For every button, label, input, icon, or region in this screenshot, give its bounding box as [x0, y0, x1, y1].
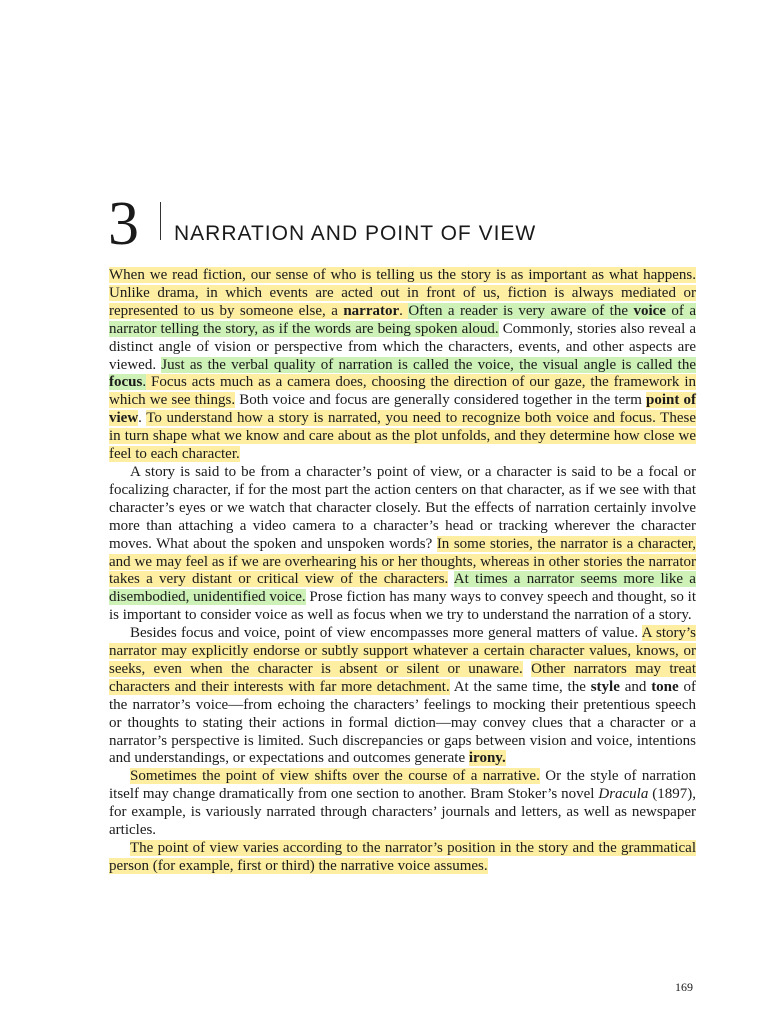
highlighted-text: Sometimes the point of view shifts over the course of a narrative.: [130, 768, 540, 785]
paragraph: [109, 768, 696, 840]
text-run: Prose fiction has many ways to convey speech and thought, so it is important to consider voice as well as focus when we try to understand the narration of a story.: [109, 589, 696, 624]
highlighted-text: The point of view varies according to the narrator’s position in the story and the grammatical person (for example, first or third) the narrative voice assumes.: [109, 840, 696, 874]
highlighted-text: To understand how a story is narrated, you need to recognize both voice and focus. These in turn shape what we know and care about as the plot unfolds, and they determine how close we feel to each character.: [109, 410, 696, 463]
page-number: 169: [675, 980, 693, 994]
text-run: of the narrator’s voice—from echoing the characters’ feelings to mocking their pretentious speech or thoughts to stating their actions in formal diction—may convey clues that a character or a narrator’s perspective is limited. Such discrepancies or gaps between vision and voice, intentions and understandings, or expectations and outcomes generate: [109, 678, 697, 767]
highlighted-text: A story’s narrator may explicitly endorse or subtly support whatever a certain character values, knows, or seeks, even when the character is absent or silent or unaware.: [109, 625, 696, 677]
text-run: (1897), for example, is variously narrated through characters’ journals and letters, as well as newspaper articles.: [109, 786, 697, 839]
text-run: Commonly, stories also reveal a distinct angle of vision or perspective from which the characters, events, and other aspects are viewed.: [109, 320, 696, 373]
paragraph: [109, 464, 696, 625]
text-run: style: [590, 678, 620, 695]
highlighted-text: of a narrator telling the story, as if the words are being spoken aloud.: [109, 302, 697, 337]
paragraph: [109, 840, 696, 876]
chapter-title: NARRATION AND POINT OF VIEW: [174, 222, 537, 245]
highlighted-text: irony.: [468, 750, 506, 767]
highlighted-text: .: [142, 374, 147, 391]
highlighted-text: When we read fiction, our sense of who is telling us the story is as important as what happens. Unlike drama, in which events are acted out in front of us, fiction is always mediated or represented to us by someone else, a: [109, 267, 696, 319]
body-text: [109, 267, 696, 876]
text-run: tone: [651, 678, 679, 695]
highlighted-text: Just as the verbal quality of narration is called the voice, the visual angle is called the: [161, 356, 696, 373]
text-run: [448, 571, 453, 587]
text-run: and: [619, 678, 652, 695]
text-run: At the same time, the: [449, 678, 591, 695]
highlighted-text: .: [399, 302, 409, 319]
text-run: Besides focus and voice, point of view encompasses more general matters of value.: [130, 625, 642, 642]
text-run: Or the style of narration itself may change dramatically from one section to another. Bram Stoker’s novel: [109, 768, 696, 803]
chapter-heading: [108, 192, 698, 256]
highlighted-text: At times a narrator seems more like a disembodied, unidentified voice.: [109, 571, 696, 606]
paragraph: [109, 625, 696, 768]
highlighted-text: Focus acts much as a camera does, choosing the direction of our gaze, the framework in which we see things.: [109, 374, 696, 409]
chapter-number: 3: [108, 190, 139, 258]
highlighted-text: Other narrators may treat characters and their interests with far more detachment.: [109, 660, 696, 695]
text-run: .: [138, 410, 147, 427]
highlighted-text: focus: [109, 374, 143, 391]
highlighted-text: narrator: [343, 302, 400, 319]
text-run: Dracula: [598, 786, 649, 803]
paragraph: [109, 267, 696, 464]
highlighted-text: point of view: [109, 392, 696, 427]
text-run: A story is said to be from a character’s point of view, or a character is said to be a focal or focalizing character, if for the most part the action centers on that character, as if we see with that character’s eyes or we watch that character closely. But the effects of narration certainly involve more than attaching a video camera to a character’s head or tracking wherever the character moves. What about the spoken and unspoken words?: [109, 463, 696, 552]
highlighted-text: In some stories, the narrator is a character, and we may feel as if we are overhearing his or her thoughts, whereas in other stories the narrator takes a very distant or critical view of the characters.: [109, 535, 696, 588]
text-run: [523, 661, 531, 677]
chapter-divider: [160, 202, 161, 240]
highlighted-text: voice: [633, 302, 666, 319]
text-run: Both voice and focus are generally considered together in the term: [235, 392, 647, 409]
highlighted-text: Often a reader is very aware of the: [408, 302, 634, 319]
